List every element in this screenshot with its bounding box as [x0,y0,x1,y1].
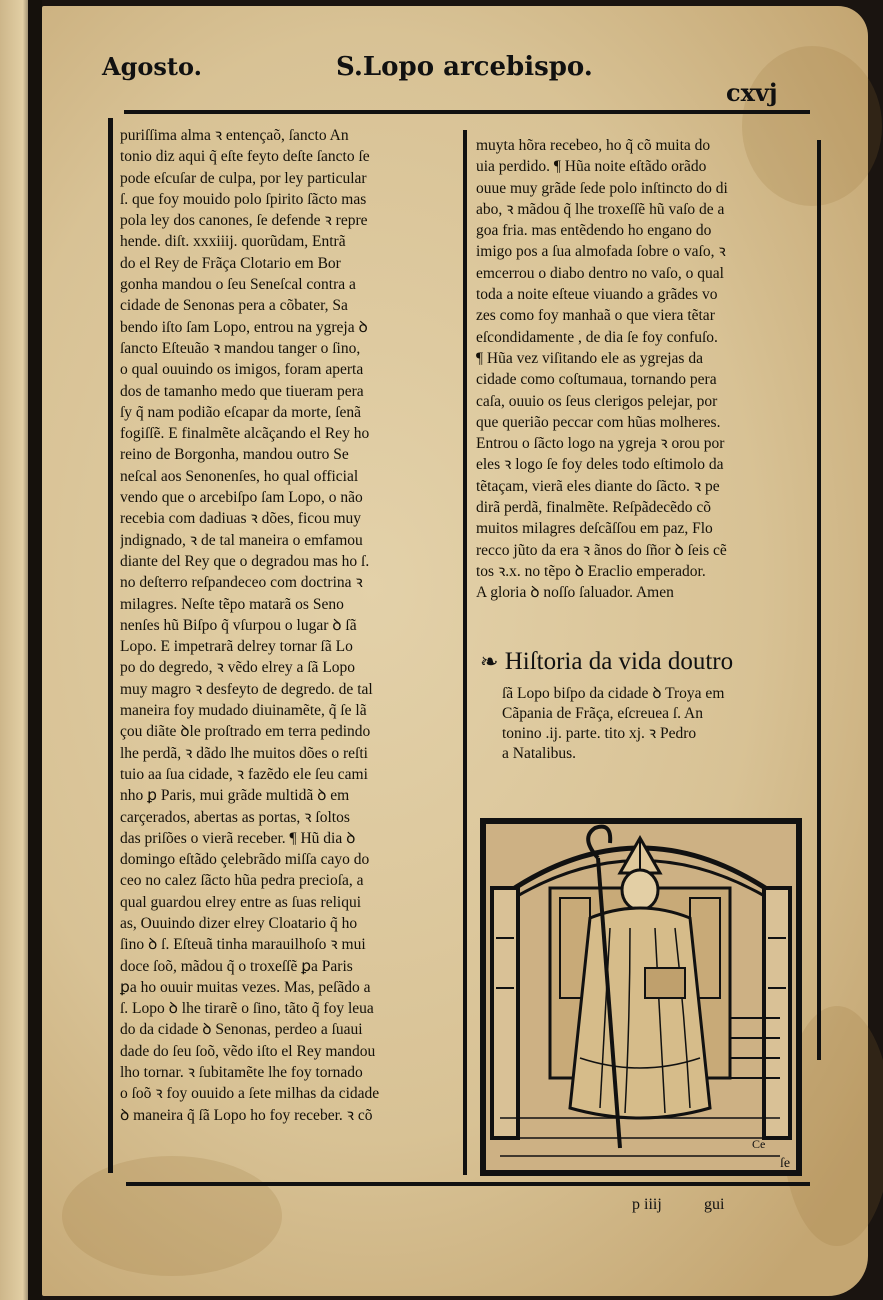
text-line: dade do ſeu ſoõ, vẽdo iſto el Rey mandou [120,1042,376,1060]
text-line: tos ꝛ.x. no tẽpo ꝺ Eraclio emperador. [476,562,706,580]
section-title-text: Hiſtoria da vida doutro [504,648,734,675]
text-line: Entrou o ſãcto logo na ygreja ꝛ orou por [476,435,725,453]
gutter-shadow [28,0,42,1300]
text-line: doce ſoõ, mãdou q̃ o troxeſſẽ ꝑa Paris [120,957,353,975]
subtitle-line: Cãpania de Frãça, eſcreuea ſ. An [502,705,703,722]
text-line: fogiſſẽ. E finalmẽte alcãçando el Rey ho [120,425,370,443]
text-line: domingo eſtãdo çelebrãdo miſſa cayo do [120,851,370,869]
text-line: toda a noite eſteue viuando a grãdes vo [476,286,718,304]
text-line: vendo que o arcebiſpo ſam Lopo, o não [120,489,363,507]
subtitle-line: ſã Lopo biſpo da cidade ꝺ Troya em [502,685,725,702]
text-line: ¶ Hũa vez viſitando ele as ygrejas da [476,349,703,367]
right-text-column [476,135,814,604]
text-line: recco jũto da era ꝛ ãnos do ſñor ꝺ ſeis cẽ [476,541,727,559]
text-line: pode eſcuſar de culpa, por ley particular [120,169,367,187]
text-line: çou diãte ꝺle proſtrado em terra pedindo [120,723,371,741]
text-line: das priſões o vierã receber. ¶ Hũ dia ꝺ [120,829,356,847]
text-line: dirã perdã, finalmẽte. Reſpãdecẽdo cõ [476,499,711,517]
text-line: cidade de Senonas pera a cõbater, Sa [120,297,348,315]
text-line: neſcal aos Senonenſes, ho qual official [120,467,359,485]
fleuron-icon: ❧ [480,649,499,674]
section-subtitle [502,684,724,764]
text-line: o ſoõ ꝛ foy ouuido a ſete milhas da cidade [120,1085,380,1103]
text-line: eſcondidamente , de dia ſe foy confuſo. [476,328,718,346]
woodcut-bishop-illustration [480,818,802,1176]
footer-rule [126,1182,810,1186]
text-line: o qual ouuindo os imigos, foram aperta [120,361,364,379]
text-line: goa fria. mas entẽdendo ho engano do [476,222,712,240]
text-line: ſ. que foy mouido polo ſpirito ſãcto mas [120,190,367,208]
text-line: tuio aa ſua cidade, ꝛ fazẽdo ele ſeu cami [120,765,368,783]
text-line: ſy q̃ nam podião eſcapar da morte, ſenã [120,403,362,421]
text-line: lhe perdã, ꝛ dãdo lhe muitos dões o reſti [120,744,368,762]
text-line: eles ꝛ logo ſe foy deles todo eſtimolo da [476,456,724,474]
text-line: ſ. Lopo ꝺ lhe tirarẽ o ſino, tãto q̃ foy leua [120,1000,374,1018]
text-line: do da cidade ꝺ Senonas, perdeo a ſuaui [120,1021,363,1039]
text-line: ꝺ maneira q̃ ſã Lopo ho foy receber. ꝛ cõ [120,1106,373,1124]
stain [62,1156,282,1276]
text-line: imigo pos a ſua almofada ſobre o vaſo, ꝛ [476,243,726,261]
text-line: que querião peccar com hũas molheres. [476,413,721,431]
header-month: Agosto. [102,52,202,81]
text-line: caſa, ouuio os ſeus clerigos pelejar, por [476,392,718,410]
text-line: uia perdido. ¶ Hũa noite eſtãdo orãdo [476,158,707,176]
text-line: abo, ꝛ mãdou q̃ lhe troxeſſẽ hũ vaſo de a [476,200,725,218]
text-line: po do degredo, ꝛ vẽdo elrey a ſã Lopo [120,659,356,677]
signature-mark: p iiij [632,1196,662,1213]
text-line: nho ꝑ Paris, mui grãde multidã ꝺ em [120,787,350,805]
left-text-column [120,125,460,1126]
section-title [480,648,733,676]
text-line: ouue muy grãde ſede polo inſtincto do di [476,179,728,197]
text-line: jndignado, ꝛ de tal maneira o emfamou [120,531,363,549]
text-line: bendo iſto ſam Lopo, entrou na ygreja ꝺ [120,318,368,336]
text-line: as, Ouuindo dizer elrey Cloatario q̃ ho [120,914,358,932]
text-line: no deſterro reſpandeceo com doctrina ꝛ [120,574,363,592]
text-line: tonio diz aqui q̃ eſte feyto deſte ſancto ſe [120,148,370,166]
folio-number: cxvj [726,78,778,107]
text-line: ceo no calez ſãcto hũa pedra precioſa, a [120,872,364,890]
text-line: do el Rey de Frãça Clotario em Bor [120,254,341,272]
woodcut-corner-mark: ſe [780,1156,791,1171]
text-line: ſancto Eſteuão ꝛ mandou tanger o ſino, [120,339,361,357]
header-rule [124,110,810,114]
text-line: dos de tamanho medo que tiueram pera [120,382,364,400]
woodcut-mark: Ce [752,1137,766,1151]
right-column-rule [817,140,821,1060]
text-line: hende. diſt. xxxiiij. quorũdam, Entrã [120,233,346,251]
text-line: muitos milagres deſcãſſou em paz, Flo [476,520,713,538]
text-line: ꝑa ho ouuir muitas vezes. Mas, peſãdo a [120,978,371,996]
text-line: diante del Rey que o degradou mas ho ſ. [120,552,370,570]
subtitle-line: a Natalibus. [502,745,577,762]
center-column-rule [463,130,467,1175]
text-line: emcerrou o diabo dentro no vaſo, o qual [476,264,724,282]
subtitle-line: tonino .ij. parte. tito xj. ꝛ Pedro [502,725,697,742]
header-title: S.Lopo arcebispo. [336,52,593,82]
text-line: nenſes hũ Biſpo q̃ vſurpou o lugar ꝺ ſã [120,616,357,634]
text-line: reino de Borgonha, mandou outro Se [120,446,349,464]
text-line: milagres. Neſte tẽpo matarã os Seno [120,595,344,613]
text-line: carçerados, abertas as portas, ꝛ ſoltos [120,808,350,826]
text-line: muy magro ꝛ desfeyto de degredo. de tal [120,680,373,698]
text-line: gonha mandou o ſeu Seneſcal contra a [120,276,356,294]
text-line: A gloria ꝺ noſſo ſaluador. Amen [476,584,674,602]
text-line: ſino ꝺ ſ. Eſteuã tinha marauilhoſo ꝛ mui [120,936,366,954]
text-line: pola ley dos canones, ſe defende ꝛ repre [120,212,368,230]
text-line: puriſſima alma ꝛ entençaõ, ſancto An [120,127,349,144]
text-line: qual guardou elrey entre as ſuas reliqui [120,893,362,911]
text-line: zes como foy manhaã o que viera tẽtar [476,307,715,325]
text-line: lho tornar. ꝛ ſubitamẽte lhe foy tornado [120,1064,363,1082]
text-line: Lopo. E impetrarã delrey tornar ſã Lo [120,638,353,656]
left-column-rule [108,118,113,1173]
text-line: cidade como coſtumaua, tornando pera [476,371,717,389]
text-line: maneira foy mudado diuinamẽte, q̃ ſe lã [120,702,367,720]
text-line: tẽtaçam, vierã eles diante do ſãcto. ꝛ pe [476,477,720,495]
text-line: recebia com dadiuas ꝛ dões, ficou muy [120,510,362,528]
text-line: muyta hõra recebeo, ho q̃ cõ muita do [476,137,711,154]
catchword: gui [704,1196,725,1213]
